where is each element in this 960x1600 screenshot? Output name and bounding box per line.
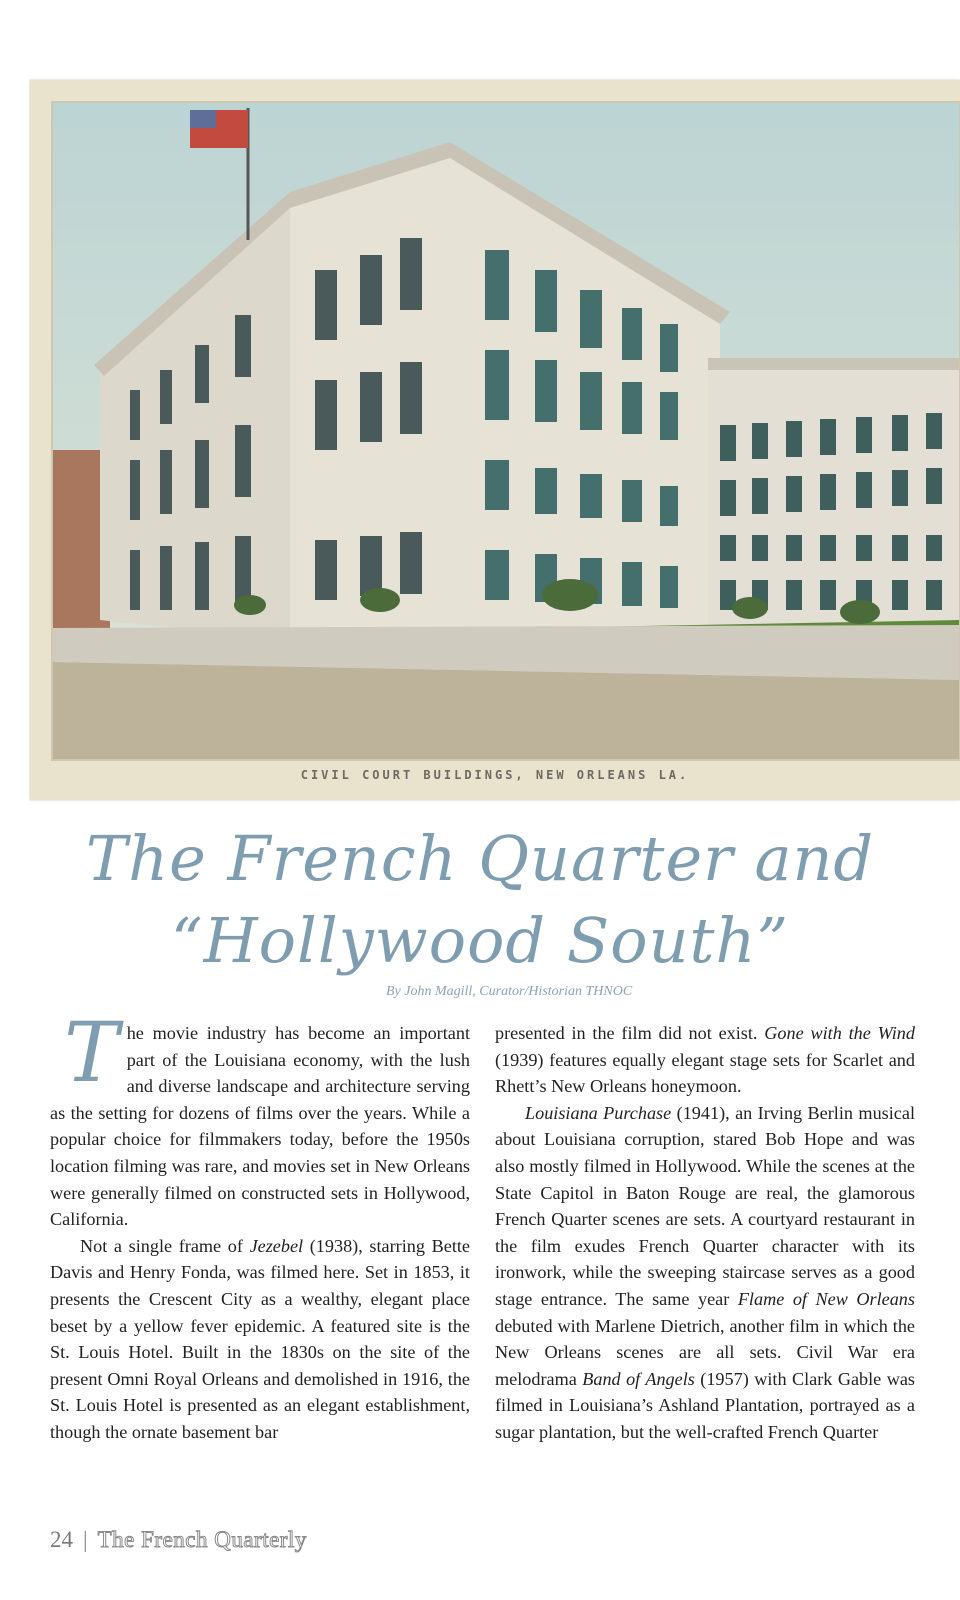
film-title-band-of-angels: Band of Angels: [582, 1368, 695, 1389]
drop-cap: T: [64, 1006, 119, 1101]
article-title-line-1: The French Quarter and: [85, 822, 875, 895]
paragraph-intro: [50, 1006, 470, 1233]
text-run: presented in the film did not exist.: [495, 1023, 765, 1043]
film-title-jezebel: Jezebel: [249, 1235, 304, 1256]
text-run: (1957) with Clark Gable was filmed in Louisiana’s Ashland Plantation, portrayed as a sugar plantation, but the well-crafted French Quarter: [495, 1368, 915, 1442]
postcard-photo: [30, 80, 960, 800]
text-run: Not a single frame of: [80, 1235, 250, 1256]
film-title-flame-of-new-orleans: Flame of New Orleans: [737, 1288, 915, 1309]
magazine-name: The French Quarterly: [97, 1527, 307, 1552]
paragraph-louisiana-purchase: [495, 1100, 915, 1446]
paragraph-jezebel: [50, 1233, 470, 1446]
civil-court-building-illustration: [30, 80, 960, 800]
text-run: debuted with Marlene Dietrich, another film in which the New Orleans scenes are all sets. Civil War era melodrama: [495, 1315, 915, 1389]
article-byline: By John Magill, Curator/Historian THNOC: [386, 984, 633, 999]
paragraph-intro-text: he movie industry has become an important part of the Louisiana economy, with the lush and diverse landscape and architecture serving as the setting for dozens of films over the years. While a popular choice for filmmakers today, before the 1950s location filming was rare, and movies set in New Orleans were generally filmed on constructed sets in Hollywood, California.: [50, 1023, 470, 1230]
page-number: 24: [50, 1527, 73, 1552]
text-run: (1938), starring Bette Davis and Henry Fonda, was filmed here. Set in 1853, it presents the Crescent City as a wealthy, elegant place beset by a yellow fever epidemic. A featured site is the St. Louis Hotel. Built in the 1830s on the site of the present Omni Royal Orleans and demolished in 1916, the St. Louis Hotel is presented as an elegant establishment, though the ornate basement bar: [50, 1235, 470, 1442]
photo-caption: CIVIL COURT BUILDINGS, NEW ORLEANS LA.: [300, 768, 690, 782]
text-run: (1939) features equally elegant stage sets for Scarlet and Rhett’s New Orleans honeymoon.: [495, 1049, 915, 1097]
paragraph-gone-with-the-wind: [495, 1020, 915, 1100]
film-title-louisiana-purchase: Louisiana Purchase: [525, 1102, 672, 1123]
body-column-right: [495, 1020, 915, 1446]
article-title-line-2: “Hollywood South”: [170, 904, 790, 977]
film-title-gone-with-the-wind: Gone with the Wind: [764, 1023, 915, 1043]
page-footer: [50, 1527, 307, 1553]
text-run: (1941), an Irving Berlin musical about Louisiana corruption, stared Bob Hope and was also mostly filmed in Hollywood. While the scenes at the State Capitol in Baton Rouge are real, the glamorous French Quarter scenes are sets. A courtyard restaurant in the film exudes French Quarter character with its ironwork, while the sweeping staircase serves as a good stage entrance. The same year: [495, 1102, 915, 1309]
footer-separator: |: [83, 1527, 88, 1552]
body-column-left: [50, 1006, 470, 1446]
